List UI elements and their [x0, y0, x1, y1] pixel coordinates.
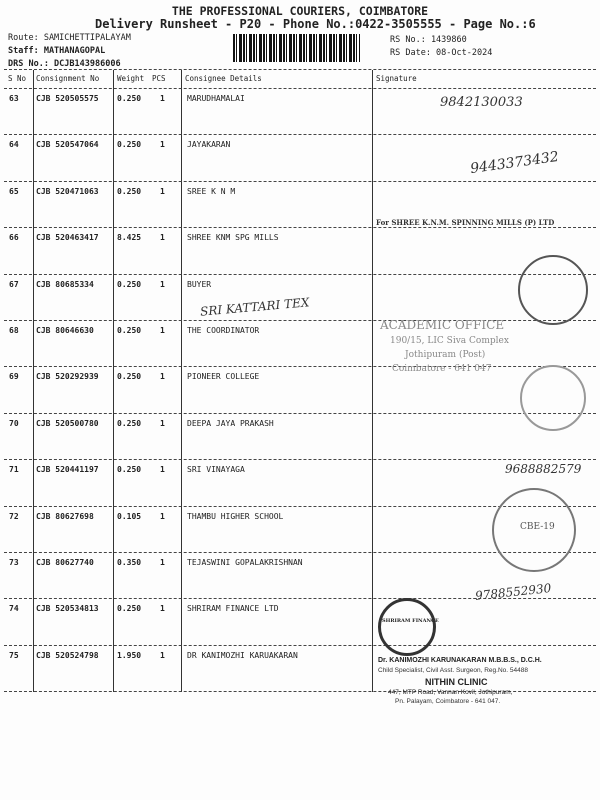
- col-consignee: Consignee Details: [185, 74, 262, 83]
- rs-date: RS Date: 08-Oct-2024: [390, 48, 493, 58]
- consignee-name: MARUDHAMALAI: [187, 94, 245, 103]
- company-title: THE PROFESSIONAL COURIERS, COIMBATORE: [171, 4, 429, 18]
- school-seal-text: CBE-19: [520, 522, 555, 532]
- col-signature: Signature: [376, 74, 417, 83]
- table-row: [0, 366, 600, 412]
- serial-number: 69: [9, 372, 19, 382]
- handwritten-phone: 9443373432: [469, 148, 560, 178]
- weight: 0.250: [117, 465, 142, 475]
- table-row: [0, 413, 600, 459]
- consignee-name: SHRIRAM FINANCE LTD: [187, 604, 279, 614]
- serial-number: 73: [9, 558, 19, 567]
- consignee-name: THAMBU HIGHER SCHOOL: [187, 511, 284, 521]
- clinic-stamp-line: NITHIN CLINIC: [425, 677, 488, 687]
- consignee-name: THE COORDINATOR: [187, 326, 260, 335]
- weight: 0.250: [117, 604, 142, 614]
- consignee-name: SRI VINAYAGA: [187, 465, 245, 475]
- pieces: 1: [160, 233, 165, 243]
- consignee-name: SREE K N M: [187, 186, 236, 196]
- drs-number: DRS No.: DCJB143986006: [8, 59, 121, 69]
- pieces: 1: [160, 465, 165, 475]
- pieces: 1: [160, 650, 165, 660]
- serial-number: 70: [9, 418, 19, 428]
- serial-number: 71: [9, 465, 19, 475]
- consignment-number: CJB 80685334: [36, 279, 94, 289]
- weight: 1.950: [117, 650, 142, 660]
- company-seal: [518, 255, 588, 325]
- college-seal: [520, 365, 586, 431]
- company-stamp-text: For SHREE K.N.M. SPINNING MILLS (P) LTD: [376, 218, 555, 227]
- col-pcs: PCS: [152, 74, 166, 83]
- weight: 0.250: [117, 186, 142, 196]
- pieces: 1: [160, 558, 165, 567]
- weight: 0.105: [117, 511, 142, 521]
- pieces: 1: [160, 372, 165, 382]
- consignment-number: CJB 520292939: [36, 372, 99, 382]
- weight: 0.250: [117, 279, 142, 289]
- serial-number: 66: [9, 233, 19, 243]
- consignee-name: JAYAKARAN: [187, 140, 231, 150]
- handwritten-note: SRI KATTARI TEX: [199, 295, 310, 319]
- serial-number: 63: [9, 94, 19, 103]
- serial-number: 67: [9, 279, 19, 289]
- finance-seal-text: SHRIRAM FINANCE: [382, 618, 439, 624]
- consignee-name: DR KANIMOZHI KARUAKARAN: [187, 650, 298, 660]
- serial-number: 75: [9, 650, 19, 660]
- handwritten-phone: 9788552930: [474, 581, 552, 603]
- pieces: 1: [160, 94, 165, 103]
- col-weight: Weight: [117, 74, 145, 83]
- consignment-number: CJB 520547064: [36, 140, 99, 150]
- consignment-number: CJB 80627698: [36, 511, 94, 521]
- consignment-number: CJB 520500780: [36, 418, 99, 428]
- col-consignment: Consignment No: [36, 74, 100, 83]
- consignment-number: CJB 520463417: [36, 233, 99, 243]
- rs-number: RS No.: 1439860: [390, 35, 467, 45]
- serial-number: 74: [9, 604, 19, 614]
- weight: 0.250: [117, 418, 142, 428]
- academic-stamp-line: ACADEMIC OFFICE: [380, 318, 505, 332]
- route: Route: SAMICHETTIPALAYAM: [8, 33, 131, 43]
- academic-stamp-line: 190/15, LIC Siva Complex: [390, 336, 509, 346]
- serial-number: 64: [9, 140, 19, 150]
- table-row: [0, 320, 600, 366]
- runsheet-subtitle: Delivery Runsheet - P20 - Phone No.:0422-3505555 - Page No.:6: [95, 17, 536, 31]
- consignment-number: CJB 80627740: [36, 558, 94, 567]
- consignment-number: CJB 520505575: [36, 94, 99, 103]
- table-row: [0, 227, 600, 273]
- pieces: 1: [160, 418, 165, 428]
- consignment-number: CJB 520524798: [36, 650, 99, 660]
- handwritten-phone: 9842130033: [440, 95, 523, 110]
- serial-number: 65: [9, 186, 19, 196]
- finance-seal: [378, 598, 436, 656]
- staff: Staff: MATHANAGOPAL: [8, 46, 106, 56]
- clinic-stamp-line: Pn. Palayam, Coimbatore - 641 047.: [395, 698, 501, 705]
- weight: 0.250: [117, 94, 142, 103]
- academic-stamp-line: Coimbatore - 641 047: [392, 364, 492, 374]
- weight: 0.350: [117, 558, 142, 567]
- serial-number: 68: [9, 326, 19, 335]
- clinic-stamp-line: Child Specialist, Civil Asst. Surgeon, Reg.No. 54488: [378, 667, 528, 674]
- consignee-name: SHREE KNM SPG MILLS: [187, 233, 279, 243]
- pieces: 1: [160, 326, 165, 335]
- consignee-name: DEEPA JAYA PRAKASH: [187, 418, 274, 428]
- weight: 0.250: [117, 372, 142, 382]
- consignment-number: CJB 520534813: [36, 604, 99, 614]
- clinic-stamp-line: Dr. KANIMOZHI KARUNAKARAN M.B.B.S., D.C.H.: [378, 657, 542, 664]
- consignment-number: CJB 520471063: [36, 186, 99, 196]
- weight: 8.425: [117, 233, 142, 243]
- barcode: [233, 34, 360, 62]
- academic-stamp-line: Jothipuram (Post): [405, 350, 486, 360]
- table-row: [0, 598, 600, 644]
- pieces: 1: [160, 279, 165, 289]
- consignment-number: CJB 520441197: [36, 465, 99, 475]
- pieces: 1: [160, 186, 165, 196]
- consignee-name: PIONEER COLLEGE: [187, 372, 260, 382]
- weight: 0.250: [117, 140, 142, 150]
- pieces: 1: [160, 511, 165, 521]
- pieces: 1: [160, 604, 165, 614]
- clinic-stamp-line: 447, MTP Road, Vannan Kovil, Jothipuram,: [388, 689, 513, 696]
- consignee-name: TEJASWINI GOPALAKRISHNAN: [187, 558, 303, 567]
- consignee-name: BUYER: [187, 279, 212, 289]
- handwritten-phone: 9688882579: [505, 462, 582, 476]
- consignment-number: CJB 80646630: [36, 326, 94, 335]
- serial-number: 72: [9, 511, 19, 521]
- col-sno: S No: [8, 74, 27, 83]
- divider: [4, 69, 596, 70]
- weight: 0.250: [117, 326, 142, 335]
- pieces: 1: [160, 140, 165, 150]
